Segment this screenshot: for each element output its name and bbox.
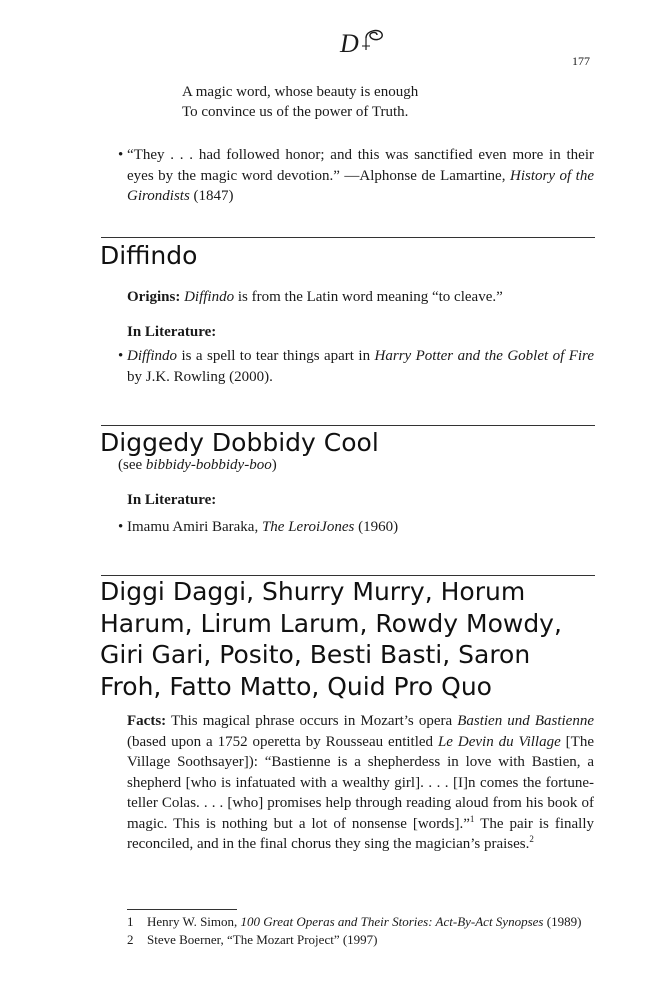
verse-line: A magic word, whose beauty is enough [182,84,419,100]
book-author: by J.K. Rowling (2000). [127,368,273,385]
ornament-letter: D [340,29,359,58]
verse-line: To convince us of the power of Truth. [182,104,409,120]
facts-label: Facts: [127,713,167,729]
see-also-reference: (see bibbidy-bobbidy-boo) [118,457,277,473]
facts-paragraph: Facts: This magical phrase occurs in Mozart’s opera Bastien und Bastienne (based upon a 1752 operetta by Rousseau entitled Le Devin du Village [The Village Soothsayer]): “Bastienne is a shepherdess in love with Bastien, a shepherd [who is infatuated with a wealthy girl]. . . . [I]n comes the fortune-teller Colas. . . . [who] promises help through reading aloud from his book of magic. This is nothing but a lot of nonsense [words].”$^1$ The pair is finally reconciled, and in the final chorus they sing the magician’s praises.$^2$ [127,713,595,852]
entry-heading-diggi-daggi [100,576,562,702]
chapter-ornament [336,22,386,62]
footnote: 2 Steve Boerner, “The Mozart Project” (1997) [127,932,378,947]
heading-line: Froh, Fatto Matto, Quid Pro Quo [100,671,492,701]
quote-lamartine: • “They . . . had followed honor; and this was sanctified even more in their eyes by the magic word devotion.” —Alphonse de Lamartine, History of the Girondists (1847) [118,147,594,204]
quote-source-title: History of the Girondists [127,167,594,204]
origins-paragraph [127,287,594,308]
heading-line: Harum, Lirum Larum, Rowdy Mowdy, [100,608,562,638]
literature-item: • Diffindo is a spell to tear things apart in Harry Potter and the Goblet of Fire by J.K. Rowling (2000). [118,348,594,385]
heading-line: Diggi Daggi, Shurry Murry, Horum [100,577,526,606]
book-title: The LeroiJones [261,519,355,535]
footnote-divider [127,909,237,910]
spell-name: Diffindo [127,348,178,364]
footnote: 1 Henry W. Simon, 100 Great Operas and Their Stories: Act-By-Act Synopses (1989) [127,914,582,929]
entry-heading-diggedy: Diggedy Dobbidy Cool [100,428,379,457]
footnote-title: 100 Great Operas and Their Stories: Act-By-Act Synopses [240,914,544,929]
footnote-number: 2 [127,932,134,947]
heading-line: Giri Gari, Posito, Besti Basti, Saron [100,640,531,669]
origins-word: Diffindo [184,289,235,305]
footnote-number: 1 [127,914,134,929]
origins-text: is from the Latin word meaning “to cleave.” [234,289,503,305]
literature-item: • Imamu Amiri Baraka, The LeroiJones (1960) [118,519,399,535]
in-literature-label: In Literature: [127,324,217,340]
opera-title: Bastien und Bastienne [457,713,594,729]
section-divider [101,237,595,238]
page-number: 177 [572,54,590,68]
literature-author: Imamu Amiri Baraka, [127,519,262,535]
book-year: (1960) [354,519,399,535]
entry-heading-diffindo: Diffindo [100,241,198,270]
literature-text: is a spell to tear things apart in [177,348,375,364]
see-also-link-text: bibbidy-bobbidy-boo [145,457,272,473]
origins-label: Origins: [127,289,181,305]
in-literature-label: In Literature: [127,492,217,508]
ornament-graphic [336,22,386,62]
book-title: Harry Potter and the Goblet of Fire [374,348,594,364]
quote-year: (1847) [189,188,234,204]
footnote-ref[interactable]: 1 [469,813,475,824]
section-divider [101,425,595,426]
footnote-ref[interactable]: 2 [529,834,534,844]
verse-quote [182,82,418,122]
operetta-title: Le Devin du Village [437,733,561,750]
quote-text: “They . . . had followed honor; and this was sanctified even more in their eyes by the magic word devotion.” —Alphonse de Lamartine, [127,147,594,184]
